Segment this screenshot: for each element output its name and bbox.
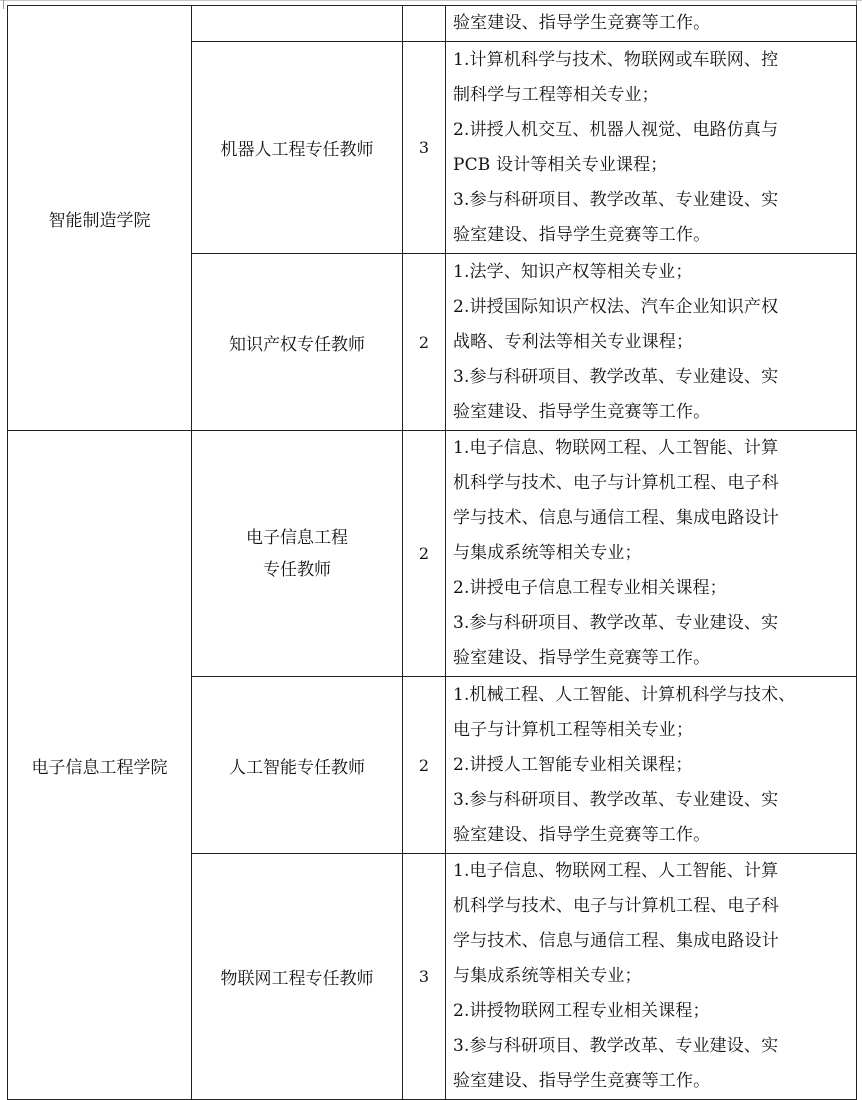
requirement-line: 3.参与科研项目、教学改革、专业建设、实 (453, 789, 779, 810)
requirement-line: 学与技术、信息与通信工程、集成电路设计 (453, 508, 779, 528)
position-name: 人工智能专任教师 (229, 757, 365, 778)
requirements-cell (446, 254, 857, 431)
requirements-cell (446, 42, 857, 254)
requirement-line: 1.机械工程、人工智能、计算机科学与技术、 (453, 684, 796, 705)
table-row (8, 431, 857, 677)
position-name: 物联网工程专任教师 (220, 969, 374, 989)
position-cell (192, 677, 403, 854)
position-cell (192, 431, 403, 677)
table-row (8, 6, 857, 42)
requirement-line: 机科学与技术、电子与计算机工程、电子科 (453, 896, 779, 916)
requirement-line: 3.参与科研项目、教学改革、专业建设、实 (453, 1036, 779, 1056)
requirement-line: 验室建设、指导学生竞赛等工作。 (453, 224, 711, 245)
requirement-line: 与集成系统等相关专业； (453, 543, 642, 563)
requirement-line: 2.讲授人机交互、机器人视觉、电路仿真与 (453, 119, 779, 140)
requirement-line: 验室建设、指导学生竞赛等工作。 (453, 13, 711, 33)
count-cell (403, 6, 446, 42)
requirement-line: 3.参与科研项目、教学改革、专业建设、实 (453, 189, 779, 210)
requirement-line: 1.计算机科学与技术、物联网或车联网、控 (453, 49, 779, 70)
position-name: 知识产权专任教师 (229, 334, 365, 355)
page-top-rule (0, 0, 862, 2)
position-name: 机器人工程专任教师 (220, 140, 374, 160)
requirement-line: 学与技术、信息与通信工程、集成电路设计 (453, 931, 779, 951)
headcount: 2 (418, 332, 430, 352)
recruitment-table (7, 5, 857, 1100)
requirement-line: 2.讲授物联网工程专业相关课程； (453, 1001, 710, 1021)
requirement-line: 电子与计算机工程等相关专业； (453, 719, 694, 740)
requirement-line: 制科学与工程等相关专业； (453, 84, 659, 105)
requirement-line: 2.讲授电子信息工程专业相关课程； (453, 578, 727, 598)
requirement-line: 验室建设、指导学生竞赛等工作。 (453, 401, 711, 422)
count-cell (403, 677, 446, 854)
requirement-line: 1.电子信息、物联网工程、人工智能、计算 (453, 438, 779, 458)
count-cell (403, 431, 446, 677)
requirement-line: 战略、专利法等相关专业课程； (453, 331, 694, 352)
position-cell (192, 854, 403, 1100)
requirement-line: 验室建设、指导学生竞赛等工作。 (453, 1071, 711, 1091)
requirements-cell (446, 677, 857, 854)
headcount: 3 (418, 138, 430, 157)
requirement-line: 1.法学、知识产权等相关专业； (453, 261, 693, 282)
requirements-cell (446, 854, 857, 1100)
requirement-line: 机科学与技术、电子与计算机工程、电子科 (453, 473, 779, 493)
position-cell (192, 254, 403, 431)
requirements-cell (446, 6, 857, 42)
requirement-line: 验室建设、指导学生竞赛等工作。 (453, 824, 711, 845)
requirement-line: 2.讲授国际知识产权法、汽车企业知识产权 (453, 296, 779, 317)
position-name-line: 电子信息工程 (246, 527, 348, 548)
requirement-line: 1.电子信息、物联网工程、人工智能、计算 (453, 861, 779, 881)
requirement-line: 2.讲授人工智能专业相关课程； (453, 754, 693, 775)
position-cell (192, 6, 403, 42)
headcount: 3 (418, 967, 430, 986)
requirement-line: 3.参与科研项目、教学改革、专业建设、实 (453, 613, 779, 633)
crop-mark-left (3, 0, 4, 9)
count-cell (403, 42, 446, 254)
headcount: 2 (418, 755, 430, 775)
requirement-line: 与集成系统等相关专业； (453, 966, 642, 986)
headcount: 2 (418, 544, 430, 563)
count-cell (403, 254, 446, 431)
requirements-cell (446, 431, 857, 677)
count-cell (403, 854, 446, 1100)
position-name-line: 专任教师 (263, 559, 331, 580)
college-cell (8, 431, 192, 1100)
requirement-line: 3.参与科研项目、教学改革、专业建设、实 (453, 366, 779, 387)
requirement-line: 验室建设、指导学生竞赛等工作。 (453, 648, 711, 668)
college-name: 电子信息工程学院 (31, 757, 168, 778)
requirement-line: PCB 设计等相关专业课程； (453, 154, 668, 175)
college-name: 智能制造学院 (48, 210, 151, 231)
position-cell (192, 42, 403, 254)
college-cell (8, 6, 192, 431)
